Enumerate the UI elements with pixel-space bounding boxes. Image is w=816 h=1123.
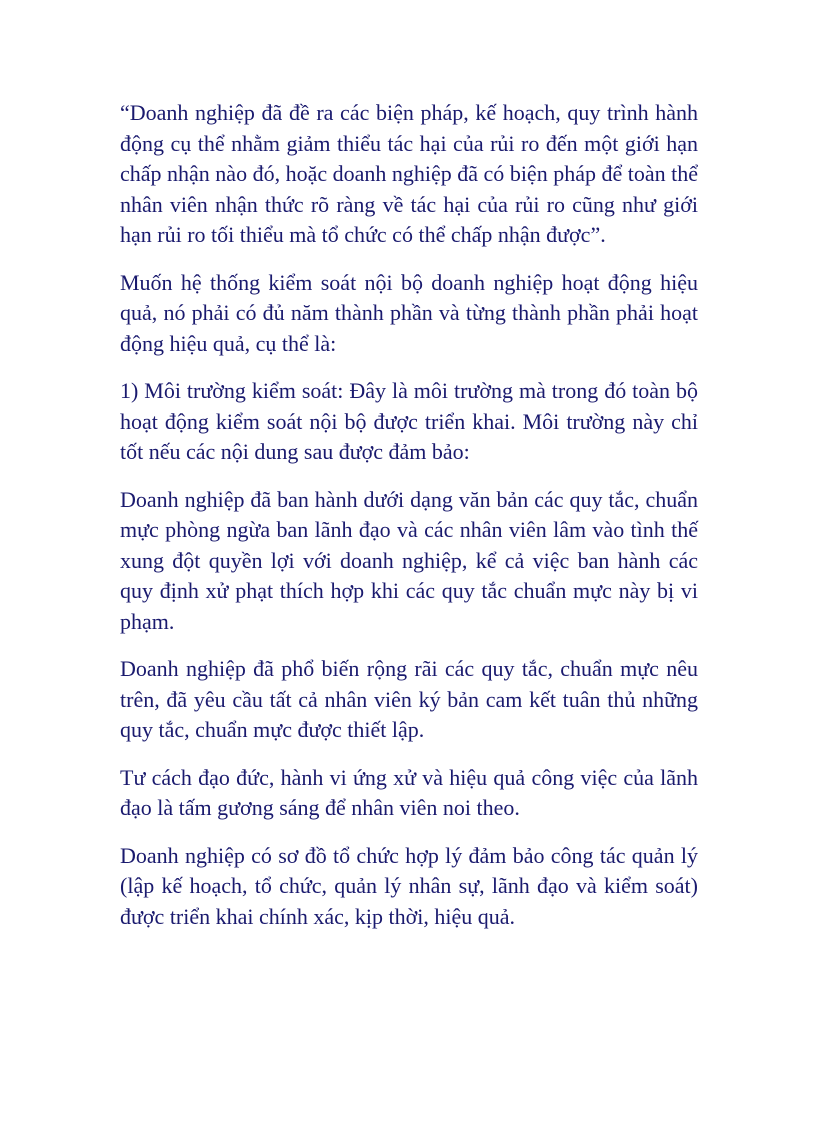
paragraph-written-rules: Doanh nghiệp đã ban hành dưới dạng văn bản các quy tắc, chuẩn mực phòng ngừa ban lãnh đạo và các nhân viên lâm vào tình thế xung đột quyền lợi với doanh nghiệp, kể cả việc ban hành các quy định xử phạt thích hợp khi các quy tắc chuẩn mực này bị vi phạm. [120, 486, 698, 634]
paragraph-control-environment: 1) Môi trường kiểm soát: Đây là môi trường mà trong đó toàn bộ hoạt động kiểm soát nội bộ được triển khai. Môi trường này chỉ tốt nếu các nội dung sau được đảm bảo: [120, 378, 698, 464]
paragraph-internal-control-intro: Muốn hệ thống kiểm soát nội bộ doanh nghiệp hoạt động hiệu quả, nó phải có đủ năm thành phần và từng thành phần phải hoạt động hiệu quả, cụ thể là: [120, 269, 698, 356]
paragraph-risk-quote: “Doanh nghiệp đã đề ra các biện pháp, kế hoạch, quy trình hành động cụ thể nhằm giảm thiểu tác hại của rủi ro đến một giới hạn chấp nhận nào đó, hoặc doanh nghiệp đã có biện pháp để toàn thể nhân viên nhận thức rõ ràng về tác hại của rủi ro cũng như giới hạn rủi ro tối thiểu mà tổ chức có thể chấp nhận được”. [120, 100, 698, 247]
paragraph-rules-dissemination: Doanh nghiệp đã phổ biến rộng rãi các quy tắc, chuẩn mực nêu trên, đã yêu cầu tất cả nhân viên ký bản cam kết tuân thủ những quy tắc, chuẩn mực được thiết lập. [120, 656, 698, 742]
paragraph-org-chart: Doanh nghiệp có sơ đồ tổ chức hợp lý đảm bảo công tác quản lý (lập kế hoạch, tổ chức, quản lý nhân sự, lãnh đạo và kiểm soát) được triển khai chính xác, kịp thời, hiệu quả. [120, 842, 698, 929]
paragraph-leadership-ethics: Tư cách đạo đức, hành vi ứng xử và hiệu quả công việc của lãnh đạo là tấm gương sáng để nhân viên noi theo. [120, 764, 698, 820]
document-body [120, 98, 698, 949]
